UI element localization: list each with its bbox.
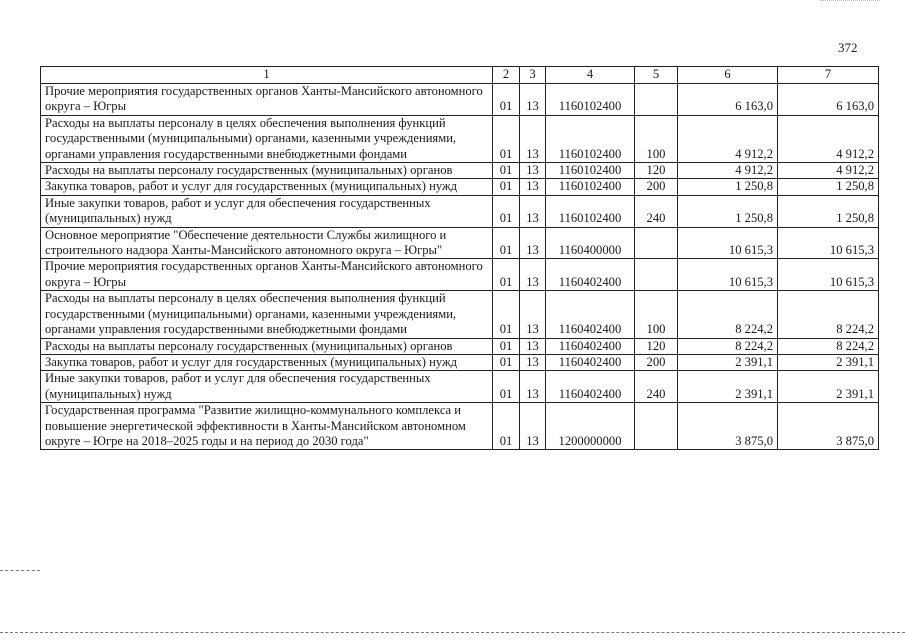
column-header: 5 bbox=[635, 67, 678, 84]
column-header: 3 bbox=[520, 67, 546, 84]
cell-target-article: 1160102400 bbox=[546, 195, 635, 227]
cell-subsection: 13 bbox=[520, 163, 546, 179]
cell-expense-type bbox=[635, 259, 678, 291]
column-header: 4 bbox=[546, 67, 635, 84]
cell-subsection: 13 bbox=[520, 403, 546, 450]
cell-expense-type: 200 bbox=[635, 179, 678, 195]
cell-name: Расходы на выплаты персоналу государственных (муниципальных) органов bbox=[41, 338, 493, 354]
cell-expense-type: 120 bbox=[635, 338, 678, 354]
cell-amount: 8 224,2 bbox=[778, 338, 879, 354]
table-header-row bbox=[41, 67, 879, 84]
page-number: 372 bbox=[838, 40, 858, 55]
cell-name: Иные закупки товаров, работ и услуг для обеспечения государственных (муниципальных) нужд bbox=[41, 371, 493, 403]
cell-name: Иные закупки товаров, работ и услуг для обеспечения государственных (муниципальных) нужд bbox=[41, 195, 493, 227]
table-row bbox=[41, 195, 879, 227]
table-row bbox=[41, 371, 879, 403]
cell-name: Расходы на выплаты персоналу в целях обеспечения выполнения функций государственными (муниципальными) органами, казенными учреждениями, органами управления государственными внебюджетными фондами bbox=[41, 291, 493, 338]
cell-subsection: 13 bbox=[520, 115, 546, 162]
cell-amount: 4 912,2 bbox=[678, 163, 778, 179]
cell-amount: 4 912,2 bbox=[678, 115, 778, 162]
cell-name: Прочие мероприятия государственных органов Ханты-Мансийского автономного округа – Югры bbox=[41, 259, 493, 291]
cell-target-article: 1160402400 bbox=[546, 291, 635, 338]
cell-subsection: 13 bbox=[520, 291, 546, 338]
cell-subsection: 13 bbox=[520, 84, 546, 116]
table-row bbox=[41, 227, 879, 259]
cell-amount: 10 615,3 bbox=[778, 227, 879, 259]
cell-name: Расходы на выплаты персоналу в целях обеспечения выполнения функций государственными (муниципальными) органами, казенными учреждениями, органами управления государственными внебюджетными фондами bbox=[41, 115, 493, 162]
cell-target-article: 1160402400 bbox=[546, 338, 635, 354]
cell-section: 01 bbox=[493, 84, 520, 116]
cell-name: Закупка товаров, работ и услуг для государственных (муниципальных) нужд bbox=[41, 354, 493, 370]
cell-amount: 10 615,3 bbox=[678, 227, 778, 259]
cell-target-article: 1160400000 bbox=[546, 227, 635, 259]
cell-amount: 10 615,3 bbox=[778, 259, 879, 291]
cell-target-article: 1160102400 bbox=[546, 179, 635, 195]
column-header: 1 bbox=[41, 67, 493, 84]
cell-section: 01 bbox=[493, 259, 520, 291]
cell-amount: 10 615,3 bbox=[678, 259, 778, 291]
cell-amount: 2 391,1 bbox=[678, 371, 778, 403]
table-row bbox=[41, 179, 879, 195]
cell-section: 01 bbox=[493, 195, 520, 227]
budget-table bbox=[40, 66, 879, 450]
cell-name: Основное мероприятие "Обеспечение деятельности Службы жилищного и строительного надзора Ханты-Мансийского автономного округа – Югры" bbox=[41, 227, 493, 259]
cell-amount: 3 875,0 bbox=[678, 403, 778, 450]
cell-section: 01 bbox=[493, 115, 520, 162]
cell-amount: 1 250,8 bbox=[778, 179, 879, 195]
cell-section: 01 bbox=[493, 354, 520, 370]
cell-expense-type: 240 bbox=[635, 195, 678, 227]
cell-amount: 3 875,0 bbox=[778, 403, 879, 450]
scan-edge-line bbox=[0, 570, 40, 571]
cell-target-article: 1200000000 bbox=[546, 403, 635, 450]
scan-artifact bbox=[820, 0, 880, 7]
cell-name: Расходы на выплаты персоналу государственных (муниципальных) органов bbox=[41, 163, 493, 179]
cell-section: 01 bbox=[493, 163, 520, 179]
cell-amount: 6 163,0 bbox=[778, 84, 879, 116]
table-row bbox=[41, 338, 879, 354]
cell-expense-type: 100 bbox=[635, 115, 678, 162]
cell-expense-type bbox=[635, 84, 678, 116]
cell-expense-type: 200 bbox=[635, 354, 678, 370]
cell-amount: 4 912,2 bbox=[778, 163, 879, 179]
cell-target-article: 1160402400 bbox=[546, 371, 635, 403]
table-row bbox=[41, 163, 879, 179]
cell-section: 01 bbox=[493, 338, 520, 354]
cell-section: 01 bbox=[493, 403, 520, 450]
scan-edge-line bbox=[0, 632, 905, 633]
table-row bbox=[41, 84, 879, 116]
cell-subsection: 13 bbox=[520, 195, 546, 227]
cell-expense-type bbox=[635, 403, 678, 450]
table-row bbox=[41, 259, 879, 291]
cell-section: 01 bbox=[493, 291, 520, 338]
cell-amount: 1 250,8 bbox=[678, 195, 778, 227]
cell-amount: 8 224,2 bbox=[678, 338, 778, 354]
cell-target-article: 1160102400 bbox=[546, 115, 635, 162]
cell-subsection: 13 bbox=[520, 338, 546, 354]
cell-section: 01 bbox=[493, 227, 520, 259]
cell-target-article: 1160402400 bbox=[546, 354, 635, 370]
cell-subsection: 13 bbox=[520, 259, 546, 291]
cell-amount: 8 224,2 bbox=[678, 291, 778, 338]
table-row bbox=[41, 115, 879, 162]
cell-amount: 1 250,8 bbox=[678, 179, 778, 195]
cell-expense-type: 100 bbox=[635, 291, 678, 338]
cell-section: 01 bbox=[493, 371, 520, 403]
cell-subsection: 13 bbox=[520, 371, 546, 403]
cell-expense-type bbox=[635, 227, 678, 259]
cell-target-article: 1160402400 bbox=[546, 259, 635, 291]
cell-amount: 4 912,2 bbox=[778, 115, 879, 162]
cell-amount: 2 391,1 bbox=[678, 354, 778, 370]
cell-name: Закупка товаров, работ и услуг для государственных (муниципальных) нужд bbox=[41, 179, 493, 195]
cell-amount: 2 391,1 bbox=[778, 354, 879, 370]
cell-target-article: 1160102400 bbox=[546, 84, 635, 116]
column-header: 2 bbox=[493, 67, 520, 84]
cell-expense-type: 240 bbox=[635, 371, 678, 403]
cell-name: Прочие мероприятия государственных органов Ханты-Мансийского автономного округа – Югры bbox=[41, 84, 493, 116]
cell-target-article: 1160102400 bbox=[546, 163, 635, 179]
cell-section: 01 bbox=[493, 179, 520, 195]
table-row bbox=[41, 403, 879, 450]
cell-subsection: 13 bbox=[520, 227, 546, 259]
cell-amount: 1 250,8 bbox=[778, 195, 879, 227]
cell-subsection: 13 bbox=[520, 179, 546, 195]
table-row bbox=[41, 354, 879, 370]
cell-amount: 6 163,0 bbox=[678, 84, 778, 116]
table-row bbox=[41, 291, 879, 338]
cell-amount: 2 391,1 bbox=[778, 371, 879, 403]
cell-amount: 8 224,2 bbox=[778, 291, 879, 338]
cell-name: Государственная программа "Развитие жилищно-коммунального комплекса и повышение энергетической эффективности в Ханты-Мансийском автономном округе – Югре на 2018–2025 годы и на период до 2030 года" bbox=[41, 403, 493, 450]
cell-expense-type: 120 bbox=[635, 163, 678, 179]
column-header: 7 bbox=[778, 67, 879, 84]
cell-subsection: 13 bbox=[520, 354, 546, 370]
column-header: 6 bbox=[678, 67, 778, 84]
